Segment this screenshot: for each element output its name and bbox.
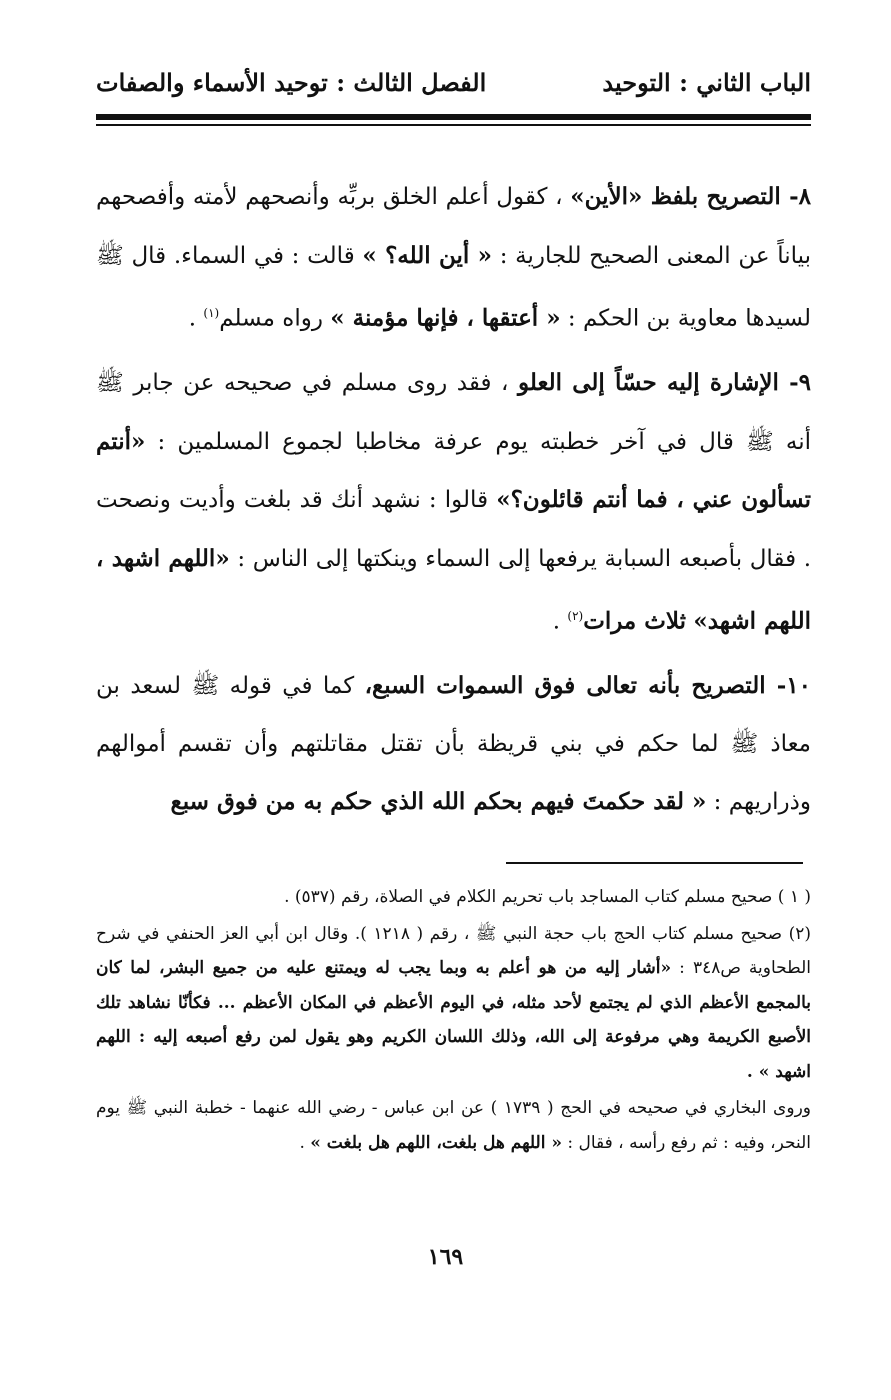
point-8-text-2: قالت : في السماء. قال ﷺ لسيدها معاوية بن الحكم : bbox=[96, 242, 811, 332]
point-10-quote: « لقد حكمتَ فيهم بحكم الله الذي حكم به من فوق سبع bbox=[170, 788, 707, 816]
chapter-title: الباب الثاني : التوحيد bbox=[602, 67, 811, 97]
point-8-end: . bbox=[188, 305, 197, 332]
footnote-3 bbox=[96, 1091, 811, 1160]
footnotes bbox=[96, 880, 811, 1162]
point-10-heading: ١٠- التصريح بأنه تعالى فوق السموات السبع، bbox=[364, 672, 812, 700]
header-rule-thin bbox=[96, 124, 811, 126]
paragraph-10 bbox=[96, 657, 811, 832]
point-10-text: كما في قوله ﷺ لسعد بن معاذ ﷺ لما حكم في بني قريظة بأن تقتل مقاتلتهم وأن تقسم أموالهم وذراريهم : bbox=[96, 673, 811, 816]
section-title: الفصل الثالث : توحيد الأسماء والصفات bbox=[96, 67, 487, 97]
footnote-3-end: . bbox=[299, 1132, 305, 1153]
header-rule-thick bbox=[96, 114, 811, 120]
paragraph-8 bbox=[96, 168, 811, 348]
point-9-text-3: ثلاث مرات bbox=[583, 607, 687, 635]
footnote-2-quote: «أشار إليه من هو أعلم به وبما يجب له ويمتنع عليه من جميع البشر، لما كان بالمجمع الأعظم الذي لم يجتمع لأحد مثله، في اليوم الأعظم في المكان الأعظم ... فكأنّا نشاهد تلك الأصبع الكريمة وهي مرفوعة إلى الله، وذلك اللسان الكريم وهو يقول لمن رفع أصبعه إليه : اللهم اشهد » . bbox=[96, 958, 811, 1082]
point-8-quote-2: « أعتقها ، فإنها مؤمنة » bbox=[330, 304, 561, 332]
point-8-quote-1: « أين الله؟ » bbox=[362, 241, 493, 269]
point-9-text-2: قالوا : نشهد أنك قد بلغت وأديت ونصحت . فقال بأصبعه السبابة يرفعها إلى السماء وينكتها إلى الناس : bbox=[96, 487, 812, 572]
footnote-2-source: (٢) صحيح مسلم كتاب الحج باب حجة النبي ﷺ ، رقم ( ١٢١٨ ). وقال ابن أبي العز الحنفي في شرح الطحاوية ص٣٤٨ : bbox=[96, 923, 812, 978]
point-8-text: ، كقول أعلم الخلق بربِّه وأنصحهم لأمته وأفصحهم بياناً عن المعنى الصحيح للجارية : bbox=[96, 184, 811, 269]
paragraph-9 bbox=[96, 354, 811, 651]
footnote-2 bbox=[96, 917, 811, 1090]
point-9-end: . bbox=[552, 608, 561, 635]
footnote-3-quote: « اللهم هل بلغت، اللهم هل بلغت » bbox=[310, 1132, 562, 1153]
point-8-text-3: رواه مسلم bbox=[219, 305, 323, 332]
point-8-heading: ٨- التصريح بلفظ «الأين» bbox=[570, 183, 811, 210]
main-text bbox=[96, 168, 811, 838]
footnote-1: ( ١ ) صحيح مسلم كتاب المساجد باب تحريم الكلام في الصلاة، رقم (٥٣٧) . bbox=[284, 887, 811, 907]
point-9-text: ، فقد روى مسلم في صحيحه عن جابر ﷺ أنه ﷺ قال في آخر خطبته يوم عرفة مخاطبا لجموع المسلمين : bbox=[96, 370, 811, 455]
point-9-quote-2: «اللهم اشهد ، اللهم اشهد» bbox=[96, 544, 811, 635]
point-9-quote-1: «أنتم تسألون عني ، فما أنتم قائلون؟» bbox=[96, 427, 812, 514]
footnote-3-source: وروى البخاري في صحيحه في الحج ( ١٧٣٩ ) عن ابن عباس - رضي الله عنهما - خطبة النبي ﷺ يوم النحر، وفيه : ثم رفع رأسه ، فقال : bbox=[96, 1098, 811, 1153]
point-9-heading: ٩- الإشارة إليه حسّاً إلى العلو bbox=[517, 369, 811, 397]
running-header bbox=[96, 62, 811, 102]
footnote-marker-2: (٢) bbox=[567, 609, 584, 624]
footnote-marker-1: (١) bbox=[203, 306, 220, 320]
footnote-separator bbox=[506, 862, 803, 864]
page-number: ١٦٩ bbox=[427, 1244, 464, 1270]
